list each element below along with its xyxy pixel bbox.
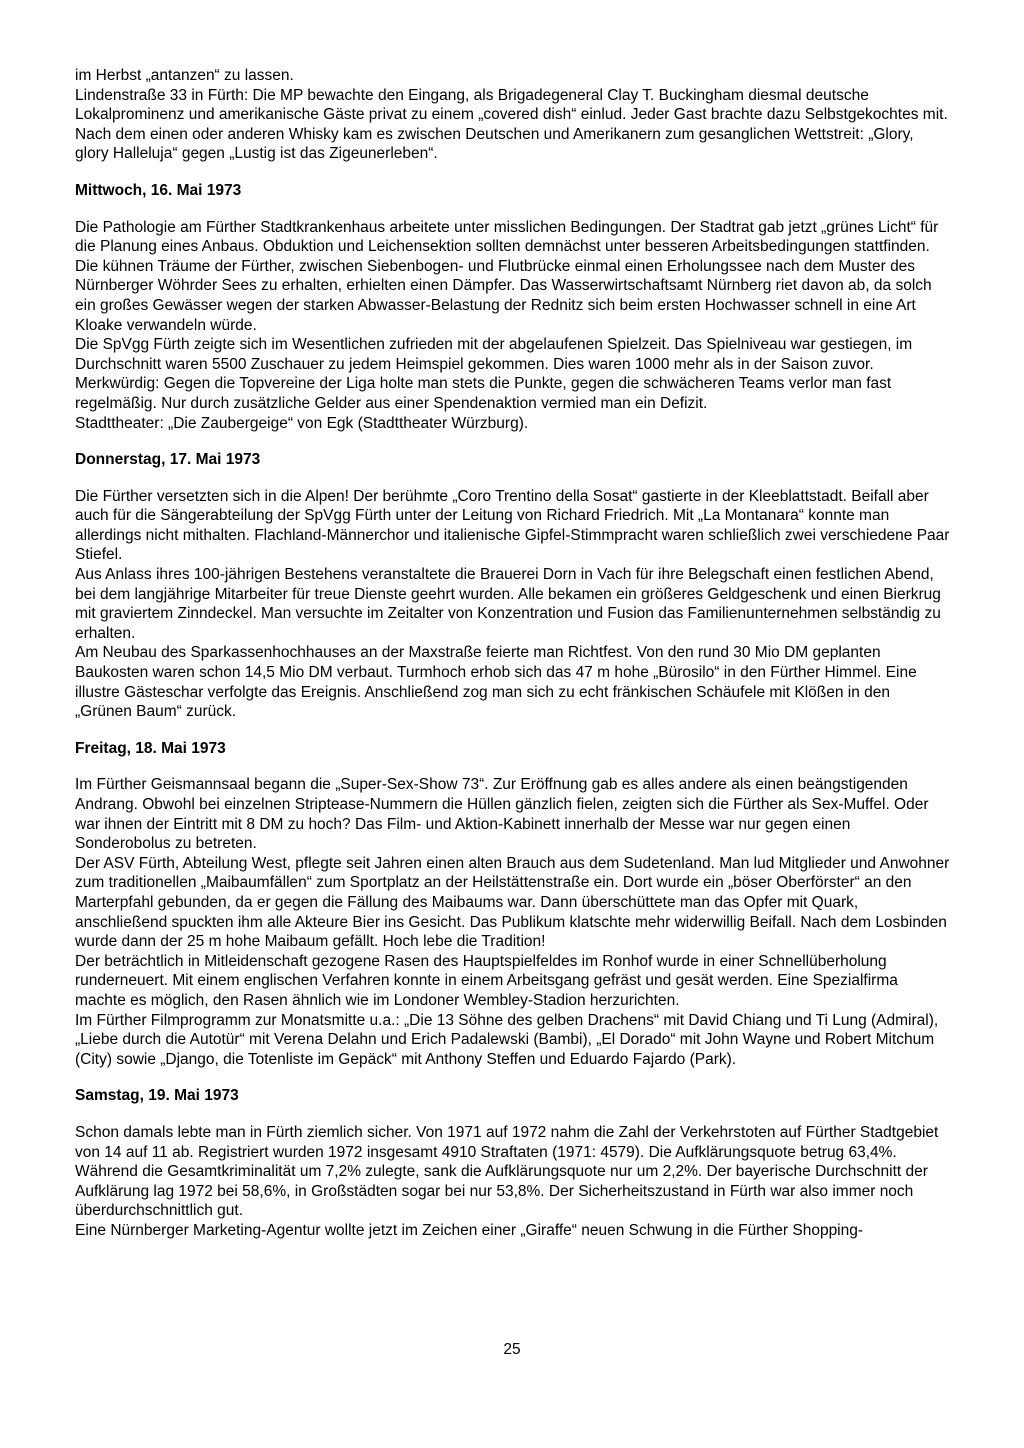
paragraph: Der beträchtlich in Mitleidenschaft gezogene Rasen des Hauptspielfeldes im Ronhof wurde in einer Schnellüberholung runderneuert. Mit einem englischen Verfahren konnte in einem Arbeitsgang gefräst und gesät werden. Eine Spezialfirma machte es möglich, den Rasen ähnlich wie im Londoner Wembley-Stadion herzurichten. xyxy=(75,952,898,1009)
section-heading-samstag: Samstag, 19. Mai 1973 xyxy=(75,1087,239,1105)
intro-paragraph-1: im Herbst „antanzen“ zu lassen. xyxy=(75,67,294,84)
paragraph: Die kühnen Träume der Fürther, zwischen Siebenbogen- und Flutbrücke einmal einen Erholungssee nach dem Muster des Nürnberger Wöhrder Sees zu erhalten, erhielten einen Dämpfer. Das Wasserwirtschaftsamt Nürnberg riet davon ab, da solch ein großes Gewässer wegen der starken Abwasser-Belastung der Rednitz sich beim ersten Hochwasser schnell in eine Art Kloake verwandeln würde. xyxy=(75,257,932,334)
paragraph: Im Fürther Filmprogramm zur Monatsmitte u.a.: „Die 13 Söhne des gelben Drachens“ mit David Chiang und Ti Lung (Admiral), „Liebe durch die Autotür“ mit Verena Delahn und Erich Padalewski (Bambi), „El Dorado“ mit John Wayne und Robert Mitchum (City) sowie „Django, die Totenliste im Gepäck“ mit Anthony Steffen und Eduardo Fajardo (Park). xyxy=(75,1011,939,1068)
section-heading-freitag: Freitag, 18. Mai 1973 xyxy=(75,739,226,757)
paragraph: Im Fürther Geismannsaal begann die „Super-Sex-Show 73“. Zur Eröffnung gab es alles andere als einen beängstigenden Andrang. Obwohl bei einzelnen Striptease-Nummern die Hüllen gänzlich fielen, zeigten sich die Fürther als Sex-Muffel. Oder war ihnen der Eintritt mit 8 DM zu hoch? Das Film- und Aktion-Kabinett innerhalb der Messe war nur gegen einen Sonderobolus zu betreten. xyxy=(75,776,929,853)
paragraph: Aus Anlass ihres 100-jährigen Bestehens veranstaltete die Brauerei Dorn in Vach für ihre Belegschaft einen festlichen Abend, bei dem langjährige Mitarbeiter für treue Dienste geehrt wurden. Alle bekamen ein größeres Geldgeschenk und einen Bierkrug mit graviertem Zinndeckel. Man versuchte im Zeitalter von Konzentration und Fusion das Familienunternehmen selbständig zu erhalten. xyxy=(75,566,941,642)
page-content xyxy=(75,66,950,1240)
paragraph: Die Fürther versetzten sich in die Alpen! Der berühmte „Coro Trentino della Sosat“ gastierte in der Kleeblattstadt. Beifall aber auch für die Sängerabteilung der SpVgg Fürth unter der Leitung von Richard Friedrich. Mit „La Montanara“ konnte man allerdings nicht mithalten. Flachland-Männerchor und italienische Gipfel-Stimmpracht waren schließlich zwei verschiedene Paar Stiefel. xyxy=(75,487,950,564)
paragraph: Stadttheater: „Die Zaubergeige“ von Egk (Stadttheater Würzburg). xyxy=(75,414,529,432)
page-number: 25 xyxy=(503,1341,521,1358)
intro-paragraph-2: Lindenstraße 33 in Fürth: Die MP bewachte den Eingang, als Brigadegeneral Clay T. Buckingham diesmal deutsche Lokalprominenz und amerikanische Gäste privat zu einem „covered dish“ einlud. Jeder Gast brachte dazu Selbstgekochtes mit. Nach dem einen oder anderen Whisky kam es zwischen Deutschen und Amerikanern zum gesanglichen Wettstreit: „Glory, glory Halleluja“ gegen „Lustig ist das Zigeunerleben“. xyxy=(75,86,948,163)
paragraph: Schon damals lebte man in Fürth ziemlich sicher. Von 1971 auf 1972 nahm die Zahl der Verkehrstoten auf Fürther Stadtgebiet von 14 auf 11 ab. Registriert wurden 1972 insgesamt 4910 Straftaten (1971: 4579). Die Aufklärungsquote betrug 63,4%. Während die Gesamtkriminalität um 7,2% zulegte, sank die Aufklärungsquote nur um 2,2%. Der bayerische Durchschnitt der Aufklärung lag 1972 bei 58,6%, in Großstädten sogar bei nur 53,8%. Der Sicherheitszustand in Fürth war also immer noch überdurchschnittlich gut. xyxy=(75,1123,939,1220)
paragraph: Am Neubau des Sparkassenhochhauses an der Maxstraße feierte man Richtfest. Von den rund 30 Mio DM geplanten Baukosten waren schon 14,5 Mio DM verbaut. Turmhoch erhob sich das 47 m hohe „Bürosilo“ in den Fürther Himmel. Eine illustre Gästeschar verfolgte das Ereignis. Anschließend zog man sich zu echt fränkischen Schäufele mit Klößen in den „Grünen Baum“ zurück. xyxy=(75,644,917,721)
section-heading-donnerstag: Donnerstag, 17. Mai 1973 xyxy=(75,451,261,469)
paragraph: Eine Nürnberger Marketing-Agentur wollte jetzt im Zeichen einer „Giraffe“ neuen Schwung in die Fürther Shopping- xyxy=(75,1221,864,1239)
section-heading-mittwoch: Mittwoch, 16. Mai 1973 xyxy=(75,181,242,199)
paragraph: Die Pathologie am Fürther Stadtkrankenhaus arbeitete unter misslichen Bedingungen. Der Stadtrat gab jetzt „grünes Licht“ für die Planung eines Anbaus. Obduktion und Leichensektion sollten demnächst unter besseren Arbeitsbedingungen stattfinden. xyxy=(75,218,939,256)
paragraph: Die SpVgg Fürth zeigte sich im Wesentlichen zufrieden mit der abgelaufenen Spielzeit. Das Spielniveau war gestiegen, im Durchschnitt waren 5500 Zuschauer zu jedem Heimspiel gekommen. Dies waren 1000 mehr als in der Saison zuvor. Merkwürdig: Gegen die Topvereine der Liga holte man stets die Punkte, gegen die schwächeren Teams verlor man fast regelmäßig. Nur durch zusätzliche Gelder aus einer Spendenaktion vermied man ein Defizit. xyxy=(75,336,913,412)
paragraph: Der ASV Fürth, Abteilung West, pflegte seit Jahren einen alten Brauch aus dem Sudetenland. Man lud Mitglieder und Anwohner zum traditionellen „Maibaumfällen“ zum Sportplatz an der Heilstättenstraße ein. Dort wurde ein „böser Oberförster“ an den Marterpfahl gebunden, da er gegen die Fällung des Maibaums war. Dann überschüttete man das Opfer mit Quark, anschließend spuckten ihm alle Akteure Bier ins Gesicht. Das Publikum klatschte mehr widerwillig Beifall. Nach dem Losbinden wurde dann der 25 m hohe Maibaum gefällt. Hoch lebe die Tradition! xyxy=(75,854,950,951)
